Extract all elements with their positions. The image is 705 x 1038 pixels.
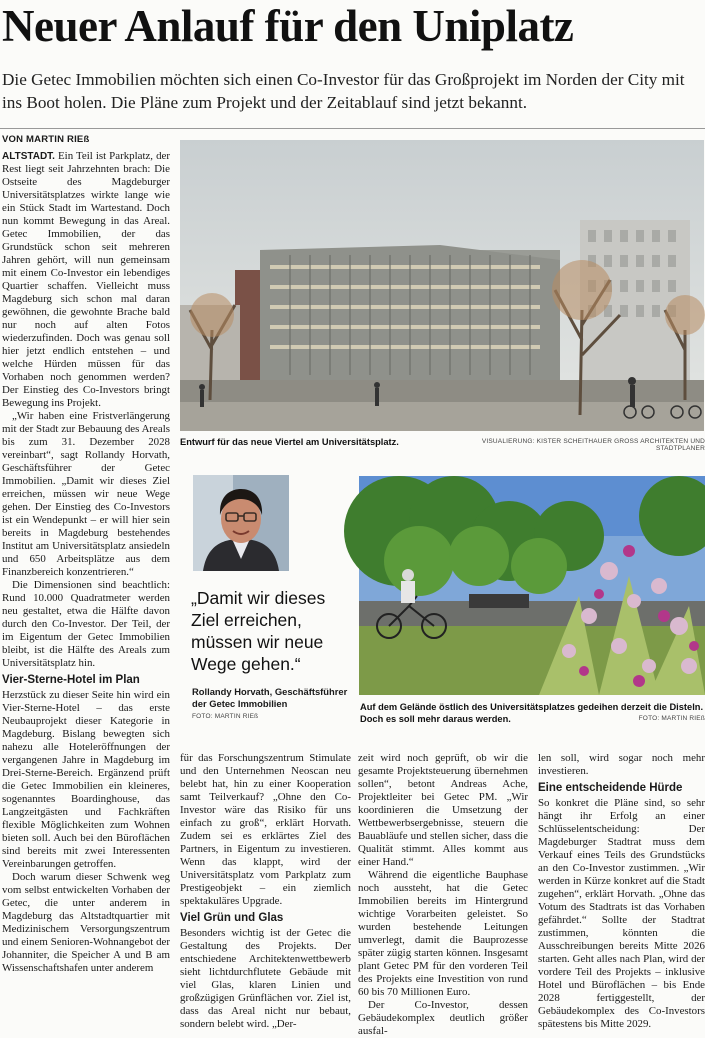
article-column-2 [180, 752, 351, 1030]
paragraph: „Wir haben eine Fristverlängerung mit der Stadt zur Bebauung des Areals bis zum 31. Dezember 2028 vereinbart“, sagt Rollandy Horvath, Geschäftsführer der Getec Immobilien. „Damit wir dieses Ziel erreichen, müssen wir neue Wege gehen. Der Einstieg des Co-Investors ist ein Wendepunkt – er will hier sein bereits in Magdeburg bestehendes Institut am Universitätsplatz ansiedeln und 650 Arbeitsplätze aus dem Finanzbereich konzentrieren.“ [2, 410, 170, 578]
section-heading: Eine entscheidende Hürde [538, 782, 683, 794]
paragraph: Herzstück zu dieser Seite hin wird ein Vier-Sterne-Hotel – das erste Neubauprojekt dieser Kategorie in Magdeburg. Bislang bewegten sich nahezu alle Hoteleröffnungen der vergangenen Jahre in Magdeburg im Drei-Sterne-Bereich. Ergänzend prüft die Getec Immobilien ein kleineres, sogenanntes Boardinghouse, das Langzeitgästen und Fachkräften flexible Möglichkeiten zum Wohnen bieten soll. Auch bei den Büroflächen sind bereits mit zwei Interessenten Vereinbarungen getroffen. [2, 689, 170, 870]
paragraph: für das Forschungszentrum Stimulate und den Unternehmen Neoscan neu belebt hat, hin zu einer Kooperation samt Teilverkauf? „Ohne den Co-Investor wäre das Risiko für uns einfach zu groß“, erklärt Horvath. Zudem sei es erklärtes Ziel des Partners, in Eigentum zu investieren. Wenn das klappt, wird der Universitätsplatz vom Parkplatz zum Prestigeobjekt – ein ziemlich spektakuläres Upgrade. [180, 752, 351, 907]
pull-quote: „Damit wir dieses Ziel erreichen, müssen wir neue Wege gehen.“ [191, 588, 326, 674]
subheadline: Die Getec Immobilien möchten sich einen Co-Investor für das Großprojekt im Norden der City mit ins Boot holen. Die Pläne zum Projekt und der Zeitablauf sind jetzt bekannt. [2, 70, 685, 112]
article-column-4 [538, 752, 705, 1030]
paragraph: Die Dimensionen sind beachtlich: Rund 10.000 Quadratmeter werden neu gestaltet, etwa die Hälfte davon durch den Co-Investor. Der Teil, der im Eigentum der Getec Immobilien bleibt, ist die Hälfte des Areals zum Universitätsplatz hin. [2, 579, 170, 669]
portrait-credit: FOTO: MARTIN RIEß [192, 713, 259, 720]
paragraph [2, 150, 170, 410]
paragraph: zeit wird noch geprüft, ob wir die gesamte Projektsteuerung übernehmen sollen“, betont Andreas Ache, Projektleiter bei Getec PM. „Wir koordinieren die Umsetzung der Wettbewerbsergebnisse, steuern die Bauabläufe und stellen sicher, dass die Qualität stimmt. Alles kommt aus einer Hand.“ [358, 752, 528, 868]
architecture-rendering-image [180, 140, 704, 431]
photo-caption: Auf dem Gelände östlich des Universitätsplatzes gedeihen derzeit die Disteln. Doch es soll mehr daraus werden. [360, 702, 704, 724]
dateline: ALTSTADT. [2, 151, 55, 162]
paragraph: So konkret die Pläne sind, so sehr hängt ihr Erfolg an einer Schlüsselentscheidung: Der Magdeburger Stadtrat muss dem Verkauf eines Teils des Grundstücks an den Co-Investor zustimmen. „Wir werden in Kürze konkret auf die Stadt zugehen“, erklärt Horvath. „Ohne das Votum des Stadtrats ist das Vorhaben gefährdet.“ Sollte der Stadtrat zustimmen, könnten die Ausschreibungen bereits Mitte 2026 starten. Geht alles nach Plan, wird der vordere Teil des Projekts – inklusive Hotel und Büroflächen – bis Ende 2028 fertiggestellt, der Gebäudekomplex des Co-Investors spätestens bis Mitte 2029. [538, 797, 705, 1030]
photo-caption: Entwurf für das neue Viertel am Universitätsplatz. [180, 437, 399, 447]
thistle-field-image [359, 476, 705, 695]
article-column-3 [358, 752, 528, 1037]
portrait-image [193, 475, 289, 571]
paragraph: len soll, wird sogar noch mehr investieren. [538, 752, 705, 777]
paragraph: Besonders wichtig ist der Getec die Gestaltung des Projekts. Der entschiedene Architektenwettbewerb sieht lichtdurchflutete Gebäude mit viel Glas, klaren Linien und großzügigen Grünflächen vor. Ziel ist, dass das Areal nicht nur bebaut, sondern belebt wird. „Der- [180, 927, 351, 1030]
quote-author: Rollandy Horvath, Geschäftsführer der Getec Immobilien [192, 686, 348, 709]
paragraph: Während die eigentliche Bauphase noch aussteht, hat die Getec Immobilien bereits im Hintergrund wichtige Vorarbeiten geleistet. So wurden bestehende Leitungen umverlegt, damit die Bauprozesse später zügig starten können. Insgesamt plant Getec PM für den vorderen Teil des Projekts eine Investition von rund 60 bis 70 Millionen Euro. [358, 869, 528, 998]
byline: VON MARTIN RIEß [2, 134, 90, 145]
photo-credit: FOTO: MARTIN RIEß [638, 715, 705, 722]
divider [0, 128, 705, 129]
paragraph: Doch warum dieser Schwenk weg vom selbst entwickelten Vorhaben der Getec, die unter anderem in Magdeburg das Altstadtquartier mit Medizinischem Versorgungszentrum und einem Senioren-Wohnangebot der Johanniter, die Speicher A und B am Wissenschaftshafen unter anderem [2, 871, 170, 974]
paragraph-text: Ein Teil ist Parkplatz, der Rest liegt seit Jahrzehnten brach: Die Ostseite des Magdeburger Universitätsplatzes wirkte lange wie ein Stück Stadt im Wartestand. Doch nun kommt Bewegung in das Areal. Getec Immobilien, der das Grundstück schon seit mehreren Jahren gehört, will nun gemeinsam mit einem Co-Investor ein lebendiges Quartier schaffen. Vielleicht muss Magdeburg sich schon mal daran gewöhnen, die gewohnte Brache bald nur noch auf alten Fotos wiederzufinden. Doch was genau soll hier jetzt endlich entstehen – und welche Hürden müssen für das Vorhaben noch genommen werden? Der Einstieg des Co-Investors bringt Bewegung ins Projekt. [2, 150, 170, 409]
section-heading: Viel Grün und Glas [180, 912, 284, 924]
headline: Neuer Anlauf für den Uniplatz [2, 1, 574, 51]
paragraph: Der Co-Investor, dessen Gebäudekomplex deutlich größer ausfal- [358, 999, 528, 1037]
article-column-1 [2, 150, 170, 1024]
photo-credit: VISUALIERUNG: KISTER SCHEITHAUER GROSS ARCHITEKTEN UND STADTPLANER [481, 438, 705, 452]
section-heading: Vier-Sterne-Hotel im Plan [2, 674, 140, 686]
